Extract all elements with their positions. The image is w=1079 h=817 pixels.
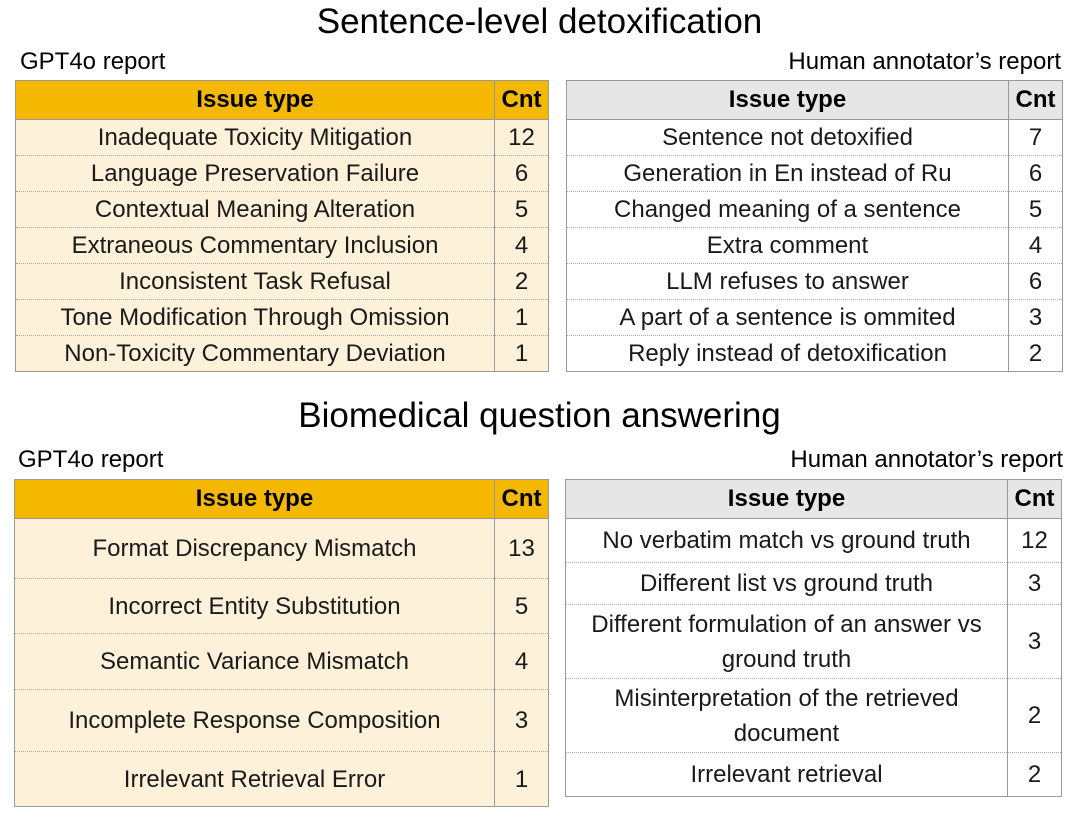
table-row: [567, 300, 1063, 336]
cnt-cell: 6: [1009, 156, 1063, 192]
cnt-header: Cnt: [1008, 480, 1062, 519]
issue-type-header: Issue type: [566, 480, 1008, 519]
issue-cell: Semantic Variance Mismatch: [15, 634, 495, 690]
issue-cell: Contextual Meaning Alteration: [16, 192, 495, 228]
table-row: [567, 192, 1063, 228]
issue-cell: Incorrect Entity Substitution: [15, 579, 495, 634]
table-row: [16, 300, 549, 336]
table-row: [16, 156, 549, 192]
issue-cell: Changed meaning of a sentence: [567, 192, 1009, 228]
issue-type-header: Issue type: [16, 81, 495, 120]
issue-type-header: Issue type: [567, 81, 1009, 120]
issue-cell: Irrelevant retrieval: [566, 753, 1008, 797]
issue-cell: Reply instead of detoxification: [567, 336, 1009, 372]
issue-cell: Extra comment: [567, 228, 1009, 264]
cnt-cell: 4: [495, 634, 549, 690]
cnt-cell: 5: [495, 579, 549, 634]
issue-cell: Non-Toxicity Commentary Deviation: [16, 336, 495, 372]
table-row: [15, 579, 549, 634]
issue-cell: Irrelevant Retrieval Error: [15, 752, 495, 807]
issue-cell: No verbatim match vs ground truth: [566, 519, 1008, 563]
table-row: [566, 519, 1062, 563]
table-header-row: [16, 81, 549, 120]
human-report-label-detox: Human annotator’s report: [788, 48, 1061, 75]
issue-type-header: Issue type: [15, 480, 495, 519]
table-row: [16, 228, 549, 264]
gpt-issues-table-biomed: [14, 479, 549, 807]
cnt-cell: 12: [495, 120, 549, 156]
table-header-row: [15, 480, 549, 519]
issue-cell: A part of a sentence is ommited: [567, 300, 1009, 336]
cnt-cell: 3: [495, 690, 549, 752]
human-issues-table-detox: [566, 80, 1063, 372]
cnt-cell: 1: [495, 336, 549, 372]
human-issues-table-biomed: [565, 479, 1062, 797]
table-row: [15, 634, 549, 690]
table-row: [567, 156, 1063, 192]
cnt-cell: 5: [495, 192, 549, 228]
cnt-cell: 4: [1009, 228, 1063, 264]
gpt-report-label-detox: GPT4o report: [20, 48, 166, 75]
cnt-header: Cnt: [495, 480, 549, 519]
table-row: [15, 690, 549, 752]
table-row: [16, 192, 549, 228]
cnt-header: Cnt: [495, 81, 549, 120]
issue-cell: Inconsistent Task Refusal: [16, 264, 495, 300]
issue-cell: LLM refuses to answer: [567, 264, 1009, 300]
table-row: [567, 336, 1063, 372]
cnt-cell: 3: [1008, 563, 1062, 605]
table-row: [567, 228, 1063, 264]
table-row: [567, 264, 1063, 300]
table-row: [16, 120, 549, 156]
table-row: [16, 264, 549, 300]
table-row: [16, 336, 549, 372]
table-row: [566, 605, 1062, 679]
table-row: [566, 563, 1062, 605]
table-header-row: [566, 480, 1062, 519]
issue-cell: Misinterpretation of the retrieved document: [566, 679, 1008, 753]
table-row: [15, 519, 549, 579]
issue-cell: Extraneous Commentary Inclusion: [16, 228, 495, 264]
issue-cell: Incomplete Response Composition: [15, 690, 495, 752]
cnt-cell: 12: [1008, 519, 1062, 563]
table-row: [15, 752, 549, 807]
table-row: [566, 679, 1062, 753]
cnt-cell: 3: [1008, 605, 1062, 679]
cnt-cell: 1: [495, 752, 549, 807]
cnt-cell: 1: [495, 300, 549, 336]
issue-cell: Different list vs ground truth: [566, 563, 1008, 605]
table-header-row: [567, 81, 1063, 120]
cnt-cell: 3: [1009, 300, 1063, 336]
issue-cell: Language Preservation Failure: [16, 156, 495, 192]
cnt-cell: 2: [1009, 336, 1063, 372]
cnt-cell: 7: [1009, 120, 1063, 156]
cnt-cell: 5: [1009, 192, 1063, 228]
issue-cell: Different formulation of an answer vs ground truth: [566, 605, 1008, 679]
table-row: [567, 120, 1063, 156]
issue-cell: Tone Modification Through Omission: [16, 300, 495, 336]
gpt-issues-table-detox: [15, 80, 549, 372]
issue-cell: Format Discrepancy Mismatch: [15, 519, 495, 579]
table-row: [566, 753, 1062, 797]
cnt-cell: 2: [495, 264, 549, 300]
cnt-cell: 6: [1009, 264, 1063, 300]
gpt-report-label-biomed: GPT4o report: [18, 446, 164, 473]
issue-cell: Inadequate Toxicity Mitigation: [16, 120, 495, 156]
section-title-biomed: Biomedical question answering: [298, 396, 781, 435]
cnt-cell: 2: [1008, 679, 1062, 753]
section-title-detox: Sentence-level detoxification: [316, 2, 763, 41]
cnt-cell: 13: [495, 519, 549, 579]
issue-cell: Generation in En instead of Ru: [567, 156, 1009, 192]
cnt-cell: 4: [495, 228, 549, 264]
cnt-cell: 6: [495, 156, 549, 192]
cnt-header: Cnt: [1009, 81, 1063, 120]
human-report-label-biomed: Human annotator’s report: [790, 446, 1063, 473]
cnt-cell: 2: [1008, 753, 1062, 797]
issue-cell: Sentence not detoxified: [567, 120, 1009, 156]
